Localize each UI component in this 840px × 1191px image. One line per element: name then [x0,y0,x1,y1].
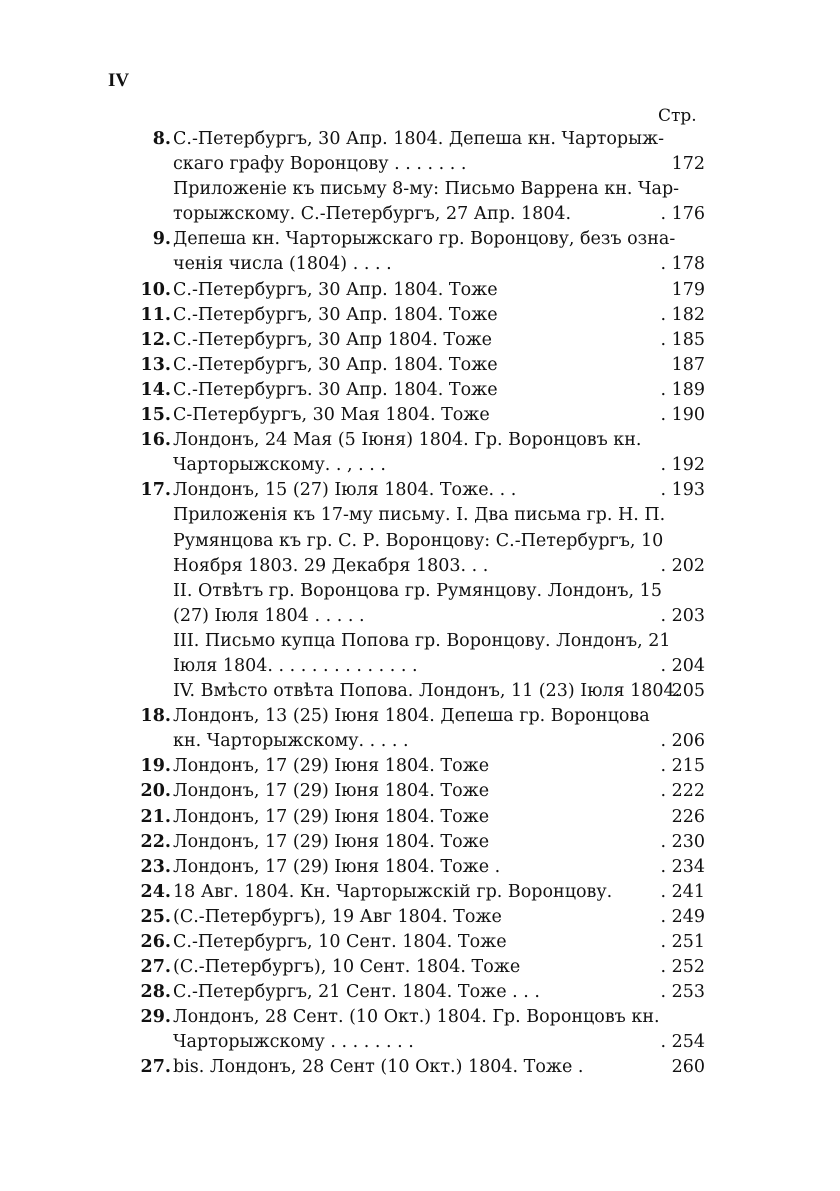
toc-entry-page: 226 [671,806,705,827]
toc-entry-number: 12. [140,329,171,350]
toc-entry-line [120,679,705,704]
toc-entry-title: Лондонъ, 15 (27) Іюля 1804. Тоже. . . [173,480,517,501]
toc-entry-line [120,127,705,152]
toc-entry-page: . 252 [660,957,705,978]
toc-entry-title: Лондонъ, 17 (29) Іюня 1804. Тоже [173,756,490,777]
toc-entry-title: (27) Іюля 1804 . . . . . [173,605,365,626]
toc-entry-title: скаго графу Воронцову . . . . . . . [173,154,467,175]
toc-entry [120,679,705,704]
toc-entry-line [120,328,705,353]
toc-entry-page: . 189 [660,379,705,400]
toc-entry [120,779,705,804]
toc-entry-title: С-Петербургъ, 30 Мая 1804. Тоже [173,405,490,426]
toc-entry [120,1055,705,1080]
toc-entry-page: . 253 [660,982,705,1003]
toc-entry-page: . 222 [660,781,705,802]
toc-entry [120,303,705,328]
toc-entry [120,754,705,779]
toc-entry-title: С.-Петербургъ, 30 Апр. 1804. Тоже [173,354,498,375]
toc-entry-line [120,453,705,478]
toc-entry-line [120,378,705,403]
toc-entry-number: 19. [140,756,171,777]
toc-entry-page: . 254 [660,1032,705,1053]
toc-entry-line [120,227,705,252]
toc-entry [120,905,705,930]
toc-entry [120,880,705,905]
toc-entry-number: 21. [140,806,171,827]
toc-entry-line [120,278,705,303]
toc-entry-title: IV. Вмѣсто отвѣта Попова. Лондонъ, 11 (23) Іюля 1804. [173,681,681,702]
toc-entry [120,378,705,403]
toc-entry [120,478,705,503]
toc-entry-line [120,177,705,202]
toc-entry [120,955,705,980]
toc-entry-title: С.-Петербургъ, 30 Апр. 1804. Депеша кн. Чарторыж- [173,129,665,149]
toc-entry [120,227,705,277]
toc-entry-number: 14. [140,379,171,400]
toc-entry-page: 187 [671,354,705,375]
toc-entry-line [120,930,705,955]
toc-entry-line [120,704,705,729]
toc-entry-line [120,729,705,754]
toc-entry-page: . 251 [660,932,705,952]
toc-entry-title: Лондонъ, 17 (29) Іюня 1804. Тоже . [173,856,501,877]
toc-entry-page: . 193 [660,480,705,501]
toc-entry-line [120,428,705,453]
toc-entry-title: Депеша кн. Чарторыжскаго гр. Воронцову, безъ озна- [173,229,676,250]
toc-entry-title: С.-Петербургъ, 21 Сент. 1804. Тоже . . . [173,982,540,1003]
toc-entry-line [120,654,705,679]
toc-entry-page: . 202 [660,555,705,576]
toc-entry-title: Ноября 1803. 29 Декабря 1803. . . [173,555,489,576]
toc-entry-line [120,980,705,1005]
toc-entry-number: 27. [140,957,171,978]
toc-entry-page: . 192 [660,455,705,476]
toc-entry-page: . 204 [660,655,705,676]
toc-entry-title: III. Письмо купца Попова гр. Воронцову. Лондонъ, 21 [173,630,671,651]
toc-entry-page: . 234 [660,856,705,877]
toc-entry-line [120,403,705,428]
toc-entry-title: Лондонъ, 13 (25) Іюня 1804. Депеша гр. Воронцова [173,706,650,727]
toc-entry-line [120,303,705,328]
toc-entry [120,127,705,177]
toc-entry-line [120,252,705,277]
toc-entry-line [120,754,705,779]
toc-entry [120,328,705,353]
toc-entry-line [120,604,705,629]
toc-entry-line [120,554,705,579]
toc-entry-line [120,529,705,554]
toc-entry-line [120,152,705,177]
toc-entry-number: 22. [140,831,171,852]
toc-entry-line [120,830,705,855]
toc-entry [120,980,705,1005]
toc-entry [120,403,705,428]
toc-entry-page: . 206 [660,731,705,752]
toc-entry [120,278,705,303]
toc-entry-number: 13. [140,354,171,375]
page-number: IV [108,70,130,91]
toc-entry-number: 16. [140,430,171,451]
toc-entry-number: 23. [140,856,171,877]
toc-entry [120,579,705,629]
toc-entry-title: Лондонъ, 17 (29) Іюня 1804. Тоже [173,831,490,852]
toc-entry [120,353,705,378]
toc-entry-title: Чарторыжскому. . , . . . [173,455,386,476]
toc-entry-line [120,1055,705,1080]
toc-entry-title: Приложеніе къ письму 8-му: Письмо Варрена кн. Чар- [173,179,680,200]
toc-entry-line [120,905,705,930]
toc-entry-title: Румянцова къ гр. С. Р. Воронцову: С.-Петербургъ, 10 [173,530,664,551]
toc-entry-page: . 178 [660,254,705,275]
toc-entry-title: С.-Петербургъ, 30 Апр. 1804. Тоже [173,304,498,325]
toc-entry-line [120,1030,705,1055]
toc-entry-number: 17. [140,480,171,501]
toc-entry [120,930,705,955]
toc-entry-number: 29. [140,1007,171,1028]
toc-entry-line [120,503,705,528]
toc-entry-number: 24. [140,881,171,902]
toc-entry-number: 18. [140,706,171,727]
toc-entry-title: (С.-Петербургъ), 19 Авг 1804. Тоже [173,906,502,927]
toc-entry-page: 260 [671,1057,705,1078]
toc-entry-number: 15. [140,405,171,426]
toc-entry-title: ченія числа (1804) . . . . [173,254,392,275]
toc-entry [120,855,705,880]
toc-entry-line [120,1005,705,1030]
toc-entry-page: . 182 [660,304,705,325]
toc-entry-line [120,855,705,880]
toc-entry-page: . 203 [660,605,705,626]
toc-entry-title: Лондонъ, 17 (29) Іюня 1804. Тоже [173,781,490,802]
toc-entry-title: С.-Петербургъ. 30 Апр. 1804. Тоже [173,379,498,400]
toc-entry-line [120,955,705,980]
toc-entry-line [120,629,705,654]
toc-entry-page: . 190 [660,405,705,426]
toc-entry-line [120,779,705,804]
toc-entry-title: С.-Петербургъ, 30 Апр 1804. Тоже [173,329,493,350]
toc-entry-number: 10. [140,279,171,300]
toc-entry [120,805,705,830]
toc-entry [120,1005,705,1055]
toc-entry-title: bis. Лондонъ, 28 Сент (10 Окт.) 1804. Тоже . [173,1057,584,1078]
toc-entry [120,830,705,855]
toc-entry-number: 25. [140,906,171,927]
toc-entry-number: 26. [140,932,171,952]
toc-entry [120,629,705,679]
page-column-label: Стр. [658,106,697,126]
toc-entry-number: 27. [140,1057,171,1078]
toc-entry-title: Приложенія къ 17-му письму. I. Два письма гр. Н. П. [173,505,666,526]
toc-entry [120,704,705,754]
toc-entry-title: (С.-Петербургъ), 10 Сент. 1804. Тоже [173,957,521,978]
toc-entry-title: Лондонъ, 17 (29) Іюня 1804. Тоже [173,806,490,827]
toc-entry-page: . 241 [660,881,705,902]
table-of-contents [120,127,705,1081]
toc-entry-number: 9. [152,229,171,250]
toc-entry-title: II. Отвѣтъ гр. Воронцова гр. Румянцову. Лондонъ, 15 [173,580,662,601]
toc-entry-title: Лондонъ, 24 Мая (5 Іюня) 1804. Гр. Воронцовъ кн. [173,430,642,451]
toc-entry-page: . 185 [660,329,705,350]
toc-entry-line [120,202,705,227]
toc-entry-title: Лондонъ, 28 Сент. (10 Окт.) 1804. Гр. Воронцовъ кн. [173,1007,660,1028]
toc-entry-page: 205 [671,681,705,702]
toc-entry-line [120,478,705,503]
toc-entry-page: . 176 [660,204,705,225]
toc-entry-page: . 249 [660,906,705,927]
toc-entry-line [120,353,705,378]
toc-entry-number: 20. [140,781,171,802]
toc-entry-number: 8. [152,129,171,149]
toc-entry-line [120,880,705,905]
toc-entry-title: С.-Петербургъ, 30 Апр. 1804. Тоже [173,279,498,300]
toc-entry-title: Чарторыжскому . . . . . . . . [173,1032,414,1053]
toc-entry-title: кн. Чарторыжскому. . . . . [173,731,409,752]
toc-entry-page: 179 [671,279,705,300]
toc-entry-number: 28. [140,982,171,1003]
toc-entry-page: 172 [671,154,705,175]
toc-entry-title: 18 Авг. 1804. Кн. Чарторыжскій гр. Воронцову. [173,881,613,902]
toc-entry-line [120,805,705,830]
toc-entry-line [120,579,705,604]
toc-entry-page: . 215 [660,756,705,777]
toc-entry-number: 11. [140,304,171,325]
toc-entry-title: С.-Петербургъ, 10 Сент. 1804. Тоже [173,932,507,952]
toc-entry-title: Іюля 1804. . . . . . . . . . . . . . [173,655,418,676]
toc-entry [120,177,705,227]
toc-entry-page: . 230 [660,831,705,852]
toc-entry [120,428,705,478]
toc-entry [120,503,705,578]
toc-entry-title: торыжскому. С.-Петербургъ, 27 Апр. 1804. [173,204,572,225]
